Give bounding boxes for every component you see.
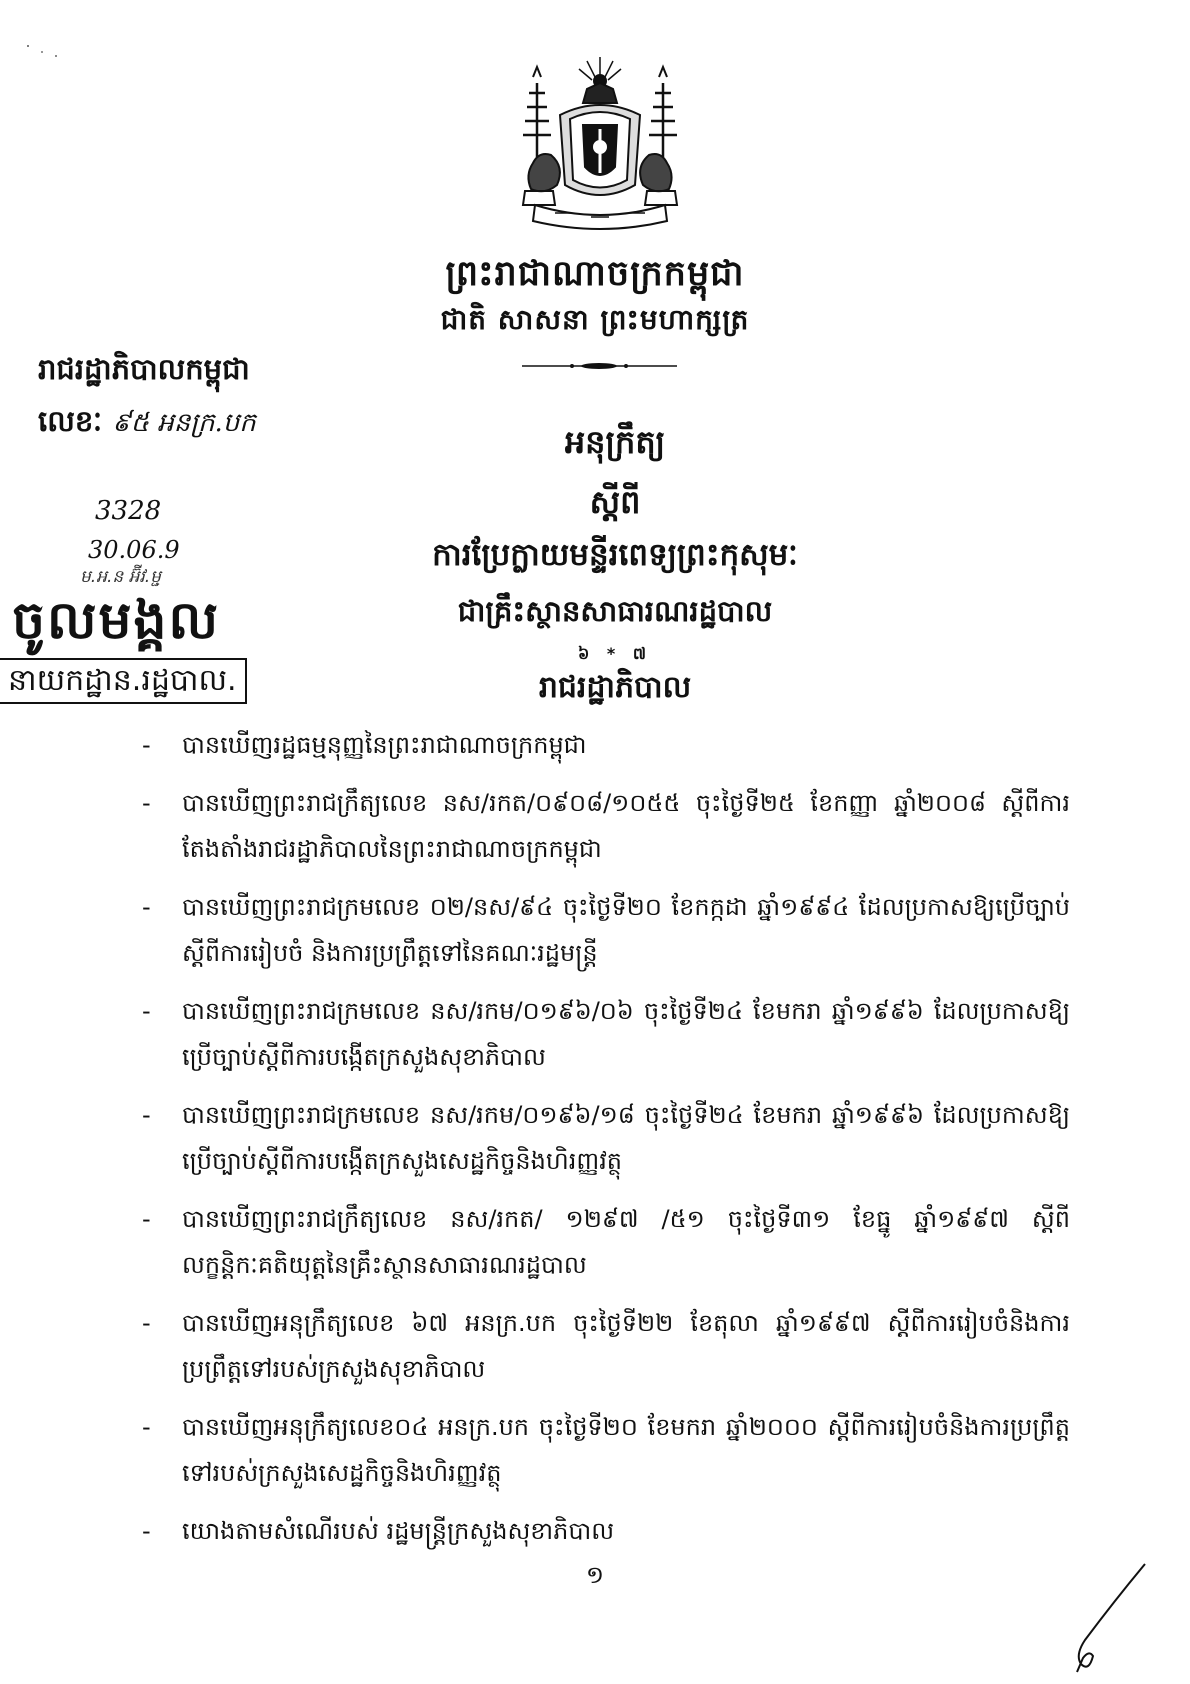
signature-initial xyxy=(1045,1560,1155,1680)
clause-bullet: - xyxy=(142,1413,151,1441)
list-item xyxy=(142,722,1070,768)
list-item xyxy=(142,1300,1070,1392)
clause-text: បានឃើញអនុក្រឹត្យលេខ ៦៧ អនក្រ.បក ចុះថ្ងៃទី២២ ខែតុលា ឆ្នាំ១៩៩៧ ស្តីពីការរៀបចំនិងការប្រព្រឹត្តទៅរបស់ក្រសួងសុខាភិបាល xyxy=(182,1309,1070,1383)
page-number: ១ xyxy=(585,1561,605,1589)
clause-text: យោងតាមសំណើរបស់ រដ្ឋមន្ត្រីក្រសួងសុខាភិបាល xyxy=(182,1517,615,1545)
royal-government-heading: រាជរដ្ឋាភិបាល xyxy=(538,670,692,705)
clause-bullet: - xyxy=(142,997,151,1025)
title-subject-line-1: ការប្រែក្លាយមន្ទីរពេទ្យព្រះកុសុមៈ xyxy=(432,537,798,573)
list-item xyxy=(142,1508,1070,1554)
clause-text: បានឃើញព្រះរាជក្រមលេខ នស/រកម/០១៩៦/០៦ ចុះថ្ងៃទី២៤ ខែមករា ឆ្នាំ១៩៩៦ ដែលប្រកាសឱ្យប្រើច្បាប់ស្តីពីការបង្កើតក្រសួងសុខាភិបាល xyxy=(182,997,1070,1071)
stamp-registration-number: 3328 xyxy=(95,496,162,526)
reference-value: ៩៥ អនក្រ.បក xyxy=(112,408,256,438)
reference-number xyxy=(38,404,256,446)
royal-coat-of-arms-emblem xyxy=(515,55,685,237)
title-subject-line-2: ជាគ្រឹះស្ថានសាធារណរដ្ឋបាល xyxy=(457,594,773,628)
department-stamp: នាយកដ្ឋាន.រដ្ឋបាល. xyxy=(0,658,247,704)
clause-bullet: - xyxy=(142,731,151,759)
clause-text: បានឃើញព្រះរាជក្រឹត្យលេខ នស/រកត/០៩០៨/១០៥៥ ចុះថ្ងៃទី២៥ ខែកញ្ញា ឆ្នាំ២០០៨ ស្តីពីការតែងតាំងរាជរដ្ឋាភិបាលនៃព្រះរាជាណាចក្រកម្ពុជា xyxy=(182,789,1070,863)
clause-bullet: - xyxy=(142,1101,151,1129)
list-item xyxy=(142,884,1070,976)
stamp-date: 30.06.9 xyxy=(88,536,180,564)
title-subject-label: ស្តីពី xyxy=(589,483,641,521)
issuing-government: រាជរដ្ឋាភិបាលកម្ពុជា xyxy=(38,352,250,386)
clause-text: បានឃើញអនុក្រឹត្យលេខ០៤ អនក្រ.បក ចុះថ្ងៃទី២០ ខែមករា ឆ្នាំ២០០០ ស្តីពីការរៀបចំនិងការប្រព្រឹត្តទៅរបស់ក្រសួងសេដ្ឋកិច្ចនិងហិរញ្ញវត្ថុ xyxy=(182,1413,1070,1487)
national-motto: ជាតិ សាសនា ព្រះមហាក្សត្រ xyxy=(440,303,750,336)
document-type-title: អនុក្រឹត្យ xyxy=(564,423,666,461)
stamp-scrawl: ម.អ.ន អ៊ីវ.ម្ជ xyxy=(80,567,161,587)
kingdom-heading: ព្រះរាជាណាចក្រកម្ពុជា xyxy=(445,254,745,294)
scan-speck xyxy=(22,40,62,60)
clause-text: បានឃើញព្រះរាជក្រមលេខ នស/រកម/០១៩៦/១៨ ចុះថ្ងៃទី២៤ ខែមករា ឆ្នាំ១៩៩៦ ដែលប្រកាសឱ្យប្រើច្បាប់ស្តីពីការបង្កើតក្រសួងសេដ្ឋកិច្ចនិងហិរញ្ញវត្ថុ xyxy=(182,1101,1070,1175)
clause-bullet: - xyxy=(142,1309,151,1337)
ornamental-divider xyxy=(522,360,677,372)
clause-text: បានឃើញព្រះរាជក្រឹត្យលេខ នស/រកត/ ១២៩៧ /៥១ ចុះថ្ងៃទី៣១ ខែធ្នូ ឆ្នាំ១៩៩៧ ស្តីពីលក្ខន្តិកៈគតិយុត្តនៃគ្រឹះស្ថានសាធារណរដ្ឋបាល xyxy=(182,1205,1070,1279)
clause-bullet: - xyxy=(142,789,151,817)
list-item xyxy=(142,1404,1070,1496)
clause-bullet: - xyxy=(142,893,151,921)
list-item xyxy=(142,988,1070,1080)
reference-label: លេខៈ xyxy=(38,404,103,438)
incoming-stamp: ចូលមង្គល xyxy=(12,591,221,651)
list-item xyxy=(142,1196,1070,1288)
list-item xyxy=(142,780,1070,872)
title-separator: ៦ * ៧ xyxy=(578,644,652,663)
clause-bullet: - xyxy=(142,1517,151,1545)
clause-bullet: - xyxy=(142,1205,151,1233)
clause-text: បានឃើញព្រះរាជក្រមលេខ ០២/នស/៩៤ ចុះថ្ងៃទី២០ ខែកក្កដា ឆ្នាំ១៩៩៤ ដែលប្រកាសឱ្យប្រើច្បាប់ស្តីពីការរៀបចំ និងការប្រព្រឹត្តទៅនៃគណៈរដ្ឋមន្ត្រី xyxy=(182,893,1070,967)
clause-text: បានឃើញរដ្ឋធម្មនុញ្ញនៃព្រះរាជាណាចក្រកម្ពុជា xyxy=(182,731,587,759)
list-item xyxy=(142,1092,1070,1184)
whereas-clauses-list xyxy=(142,722,1070,1566)
